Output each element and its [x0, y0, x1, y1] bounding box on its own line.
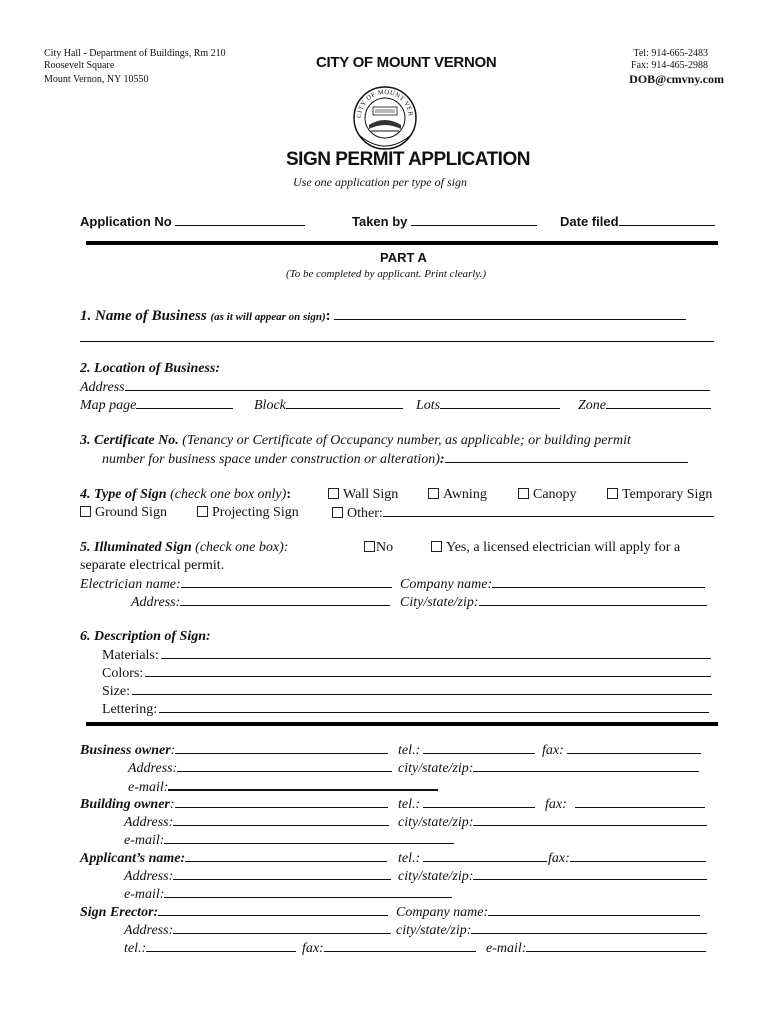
- fax-label: fax:: [545, 797, 567, 812]
- building-owner-email-field: [124, 832, 454, 849]
- block-label: Block: [254, 398, 286, 413]
- applicant-fax-field: [548, 850, 706, 867]
- building-owner-field: [80, 796, 388, 813]
- building-owner-address-input[interactable]: [173, 814, 389, 826]
- dept-address-line2: Roosevelt Square: [44, 60, 115, 71]
- option-label: Wall Sign: [343, 487, 399, 502]
- electrician-company-field: [400, 576, 705, 593]
- checkbox-icon[interactable]: [328, 488, 339, 499]
- form-title: SIGN PERMIT APPLICATION: [286, 149, 530, 170]
- sign-erector-input[interactable]: [158, 904, 388, 916]
- colon: :: [439, 452, 445, 467]
- building-owner-tel-input[interactable]: [423, 796, 535, 808]
- tel-label: tel.:: [398, 743, 421, 758]
- lots-label: Lots: [416, 398, 441, 413]
- email-label: e-mail:: [128, 780, 169, 795]
- option-label: Yes, a licensed electrician will apply for a: [446, 540, 681, 555]
- sign-type-hint: (check one box only): [166, 487, 287, 502]
- applicant-tel-input[interactable]: [423, 850, 547, 862]
- building-owner-email-input[interactable]: [164, 832, 454, 844]
- business-owner-label: Business owner: [80, 743, 171, 758]
- electrician-name-input[interactable]: [181, 576, 392, 588]
- company-name-label: Company name:: [396, 905, 489, 920]
- sign-erector-email-input[interactable]: [526, 940, 706, 952]
- illuminated-no[interactable]: [364, 540, 393, 556]
- sign-erector-fax-field: [302, 940, 476, 957]
- address-label: Address: [80, 380, 125, 395]
- building-owner-label: Building owner: [80, 797, 170, 812]
- sign-type-other[interactable]: [332, 505, 714, 522]
- zone-label: Zone: [578, 398, 606, 413]
- taken-by-label: Taken by: [352, 214, 408, 229]
- location-label: 2. Location of Business:: [80, 361, 221, 376]
- materials-input[interactable]: [161, 647, 711, 659]
- date-filed-field: [560, 214, 715, 229]
- lots-input[interactable]: [440, 397, 560, 409]
- colon: :: [286, 487, 291, 502]
- option-label: No: [376, 540, 394, 555]
- building-owner-fax-field: [545, 796, 705, 813]
- sign-type-label-line: [80, 487, 291, 503]
- sign-erector-city-input[interactable]: [471, 922, 707, 934]
- checkbox-icon[interactable]: [364, 541, 375, 552]
- map-page-label: Map page: [80, 398, 137, 413]
- colon: :: [169, 797, 175, 812]
- city-title: CITY OF MOUNT VERNON: [316, 54, 497, 71]
- taken-by-field: [352, 214, 537, 229]
- colors-label: Colors:: [102, 666, 144, 681]
- building-owner-address-field: [124, 814, 389, 831]
- option-label: Projecting Sign: [212, 505, 299, 520]
- size-input[interactable]: [132, 683, 712, 695]
- address-label: Address:: [128, 761, 178, 776]
- business-name-field: [80, 308, 686, 325]
- lettering-field: [102, 701, 709, 718]
- colon: :: [325, 308, 331, 324]
- sign-type-label: 4. Type of Sign: [80, 487, 167, 502]
- size-field: [102, 683, 712, 700]
- description-label: 6. Description of Sign:: [80, 629, 211, 644]
- lots-field: [416, 397, 560, 414]
- checkbox-icon[interactable]: [607, 488, 618, 499]
- option-label: Other:: [347, 506, 383, 521]
- electrician-city-field: [400, 594, 707, 611]
- business-owner-fax-input[interactable]: [567, 742, 701, 754]
- business-owner-fax-field: [542, 742, 701, 759]
- size-label: Size:: [102, 684, 130, 699]
- applicant-name-input[interactable]: [185, 850, 387, 862]
- certificate-desc2: number for business space under construction or alteration): [102, 452, 440, 467]
- certificate-label: 3. Certificate No.: [80, 433, 179, 448]
- electrician-address-field: [131, 594, 390, 611]
- part-title: PART A: [380, 250, 427, 265]
- checkbox-icon[interactable]: [197, 506, 208, 517]
- applicant-fax-input[interactable]: [570, 850, 706, 862]
- sign-type-wall[interactable]: [328, 487, 398, 503]
- colors-field: [102, 665, 711, 682]
- date-filed-label: Date filed: [560, 214, 619, 229]
- business-name-label: 1. Name of Business: [80, 308, 207, 324]
- dept-address-line1: City Hall - Department of Buildings, Rm 210: [44, 48, 226, 59]
- applicant-email-field: [124, 886, 452, 903]
- taken-by-input[interactable]: [411, 214, 537, 226]
- block-field: [254, 397, 403, 414]
- checkbox-icon[interactable]: [80, 506, 91, 517]
- sign-type-projecting[interactable]: [197, 505, 299, 521]
- sign-type-canopy[interactable]: [518, 487, 577, 503]
- sign-erector-address-input[interactable]: [173, 922, 391, 934]
- option-label: Canopy: [533, 487, 577, 502]
- dept-address-line3: Mount Vernon, NY 10550: [44, 74, 149, 85]
- business-owner-city-input[interactable]: [473, 760, 699, 772]
- building-owner-tel-field: [398, 796, 535, 813]
- building-owner-city-field: [398, 814, 707, 831]
- sign-erector-address-field: [124, 922, 391, 939]
- business-owner-tel-input[interactable]: [423, 742, 535, 754]
- city-state-zip-label: city/state/zip:: [398, 815, 474, 830]
- applicant-address-input[interactable]: [173, 868, 391, 880]
- application-no-field: [80, 214, 305, 229]
- city-state-zip-label: city/state/zip:: [398, 869, 474, 884]
- applicant-name-field: [80, 850, 387, 867]
- email-label: e-mail:: [124, 887, 165, 902]
- checkbox-icon[interactable]: [332, 507, 343, 518]
- sign-erector-company-input[interactable]: [488, 904, 700, 916]
- business-name-hint: (as it will appear on sign): [210, 311, 326, 323]
- electrician-name-label: Electrician name:: [80, 577, 181, 592]
- email-label: e-mail:: [486, 941, 527, 956]
- business-owner-email-input[interactable]: [168, 778, 438, 791]
- materials-label: Materials:: [102, 648, 159, 663]
- zone-field: [578, 397, 711, 414]
- checkbox-icon[interactable]: [428, 488, 439, 499]
- option-label: Temporary Sign: [622, 487, 713, 502]
- sign-erector-email-field: [486, 940, 706, 957]
- tel-label: tel.:: [398, 797, 421, 812]
- materials-field: [102, 647, 711, 664]
- map-page-field: [80, 397, 233, 414]
- illuminated-yes[interactable]: [431, 540, 680, 556]
- building-owner-input[interactable]: [175, 796, 388, 808]
- applicant-tel-field: [398, 850, 547, 867]
- business-name-input-line2[interactable]: [80, 341, 714, 342]
- business-owner-address-field: [128, 760, 392, 777]
- illuminated-label-line: [80, 540, 288, 556]
- fax-label: fax:: [302, 941, 324, 956]
- electrician-company-input[interactable]: [492, 576, 705, 588]
- certificate-label-line: [80, 433, 631, 449]
- email-label: e-mail:: [124, 833, 165, 848]
- certificate-field: [102, 451, 688, 468]
- option-label: Awning: [443, 487, 487, 502]
- application-no-input[interactable]: [175, 214, 305, 226]
- sign-erector-city-field: [396, 922, 707, 939]
- sign-erector-label: Sign Erector:: [80, 905, 159, 920]
- sign-erector-tel-field: [124, 940, 296, 957]
- sign-erector-field: [80, 904, 388, 921]
- colors-input[interactable]: [145, 665, 711, 677]
- dept-email: DOB@cmvny.com: [629, 72, 724, 86]
- electrician-city-input[interactable]: [479, 594, 707, 606]
- option-label: Ground Sign: [95, 505, 167, 520]
- dept-tel: Tel: 914-665-2483: [633, 48, 708, 59]
- company-name-label: Company name:: [400, 577, 493, 592]
- address-field: [80, 379, 710, 396]
- building-owner-city-input[interactable]: [473, 814, 707, 826]
- fax-label: fax:: [548, 851, 570, 866]
- address-label: Address:: [124, 869, 174, 884]
- applicant-name-label: Applicant’s name:: [80, 851, 186, 866]
- map-page-input[interactable]: [136, 397, 233, 409]
- building-owner-fax-input[interactable]: [575, 796, 705, 808]
- sign-type-other-input[interactable]: [383, 505, 714, 517]
- business-owner-field: [80, 742, 388, 759]
- business-owner-address-input[interactable]: [177, 760, 392, 772]
- sign-type-temporary[interactable]: [607, 487, 712, 503]
- sign-type-ground[interactable]: [80, 505, 167, 521]
- electrician-address-input[interactable]: [180, 594, 390, 606]
- business-name-input[interactable]: [334, 308, 686, 320]
- electrician-name-field: [80, 576, 392, 593]
- business-owner-tel-field: [398, 742, 535, 759]
- svg-text:CITY OF MOUNT VERNON N.Y.: CITY OF MOUNT VER: [355, 88, 415, 119]
- section-divider: [86, 722, 718, 726]
- block-input[interactable]: [286, 397, 403, 409]
- illuminated-label: 5. Illuminated Sign: [80, 540, 192, 555]
- address-label: Address:: [124, 815, 174, 830]
- tel-label: tel.:: [398, 851, 421, 866]
- form-subtitle: Use one application per type of sign: [293, 175, 467, 189]
- certificate-input[interactable]: [445, 451, 688, 463]
- city-state-zip-label: City/state/zip:: [400, 595, 479, 610]
- applicant-email-input[interactable]: [164, 886, 452, 898]
- address-input[interactable]: [125, 379, 710, 391]
- zone-input[interactable]: [606, 397, 711, 409]
- sign-type-awning[interactable]: [428, 487, 487, 503]
- application-no-label: Application No: [80, 214, 172, 229]
- illuminated-hint: (check one box):: [191, 540, 289, 555]
- tel-label: tel.:: [124, 941, 147, 956]
- address-label: Address:: [124, 923, 174, 938]
- sign-erector-company-field: [396, 904, 700, 921]
- part-note: (To be completed by applicant. Print clearly.): [286, 268, 486, 280]
- business-owner-city-field: [398, 760, 699, 777]
- dept-fax: Fax: 914-465-2988: [631, 60, 708, 71]
- applicant-city-input[interactable]: [473, 868, 707, 880]
- illuminated-yes-cont: separate electrical permit.: [80, 558, 225, 573]
- applicant-city-field: [398, 868, 707, 885]
- colon: :: [170, 743, 176, 758]
- city-state-zip-label: city/state/zip:: [398, 761, 474, 776]
- checkbox-icon[interactable]: [518, 488, 529, 499]
- city-state-zip-label: city/state/zip:: [396, 923, 472, 938]
- lettering-label: Lettering:: [102, 702, 158, 717]
- date-filed-input[interactable]: [619, 214, 715, 226]
- lettering-input[interactable]: [159, 701, 709, 713]
- certificate-desc: (Tenancy or Certificate of Occupancy number, as applicable; or building permit: [178, 433, 631, 448]
- address-label: Address:: [131, 595, 181, 610]
- city-seal-icon: [349, 85, 421, 151]
- business-owner-input[interactable]: [175, 742, 388, 754]
- sign-erector-fax-input[interactable]: [324, 940, 476, 952]
- fax-label: fax:: [542, 743, 564, 758]
- applicant-address-field: [124, 868, 391, 885]
- business-owner-email-field: [128, 778, 438, 796]
- checkbox-icon[interactable]: [431, 541, 442, 552]
- section-divider: [86, 241, 718, 245]
- sign-erector-tel-input[interactable]: [146, 940, 296, 952]
